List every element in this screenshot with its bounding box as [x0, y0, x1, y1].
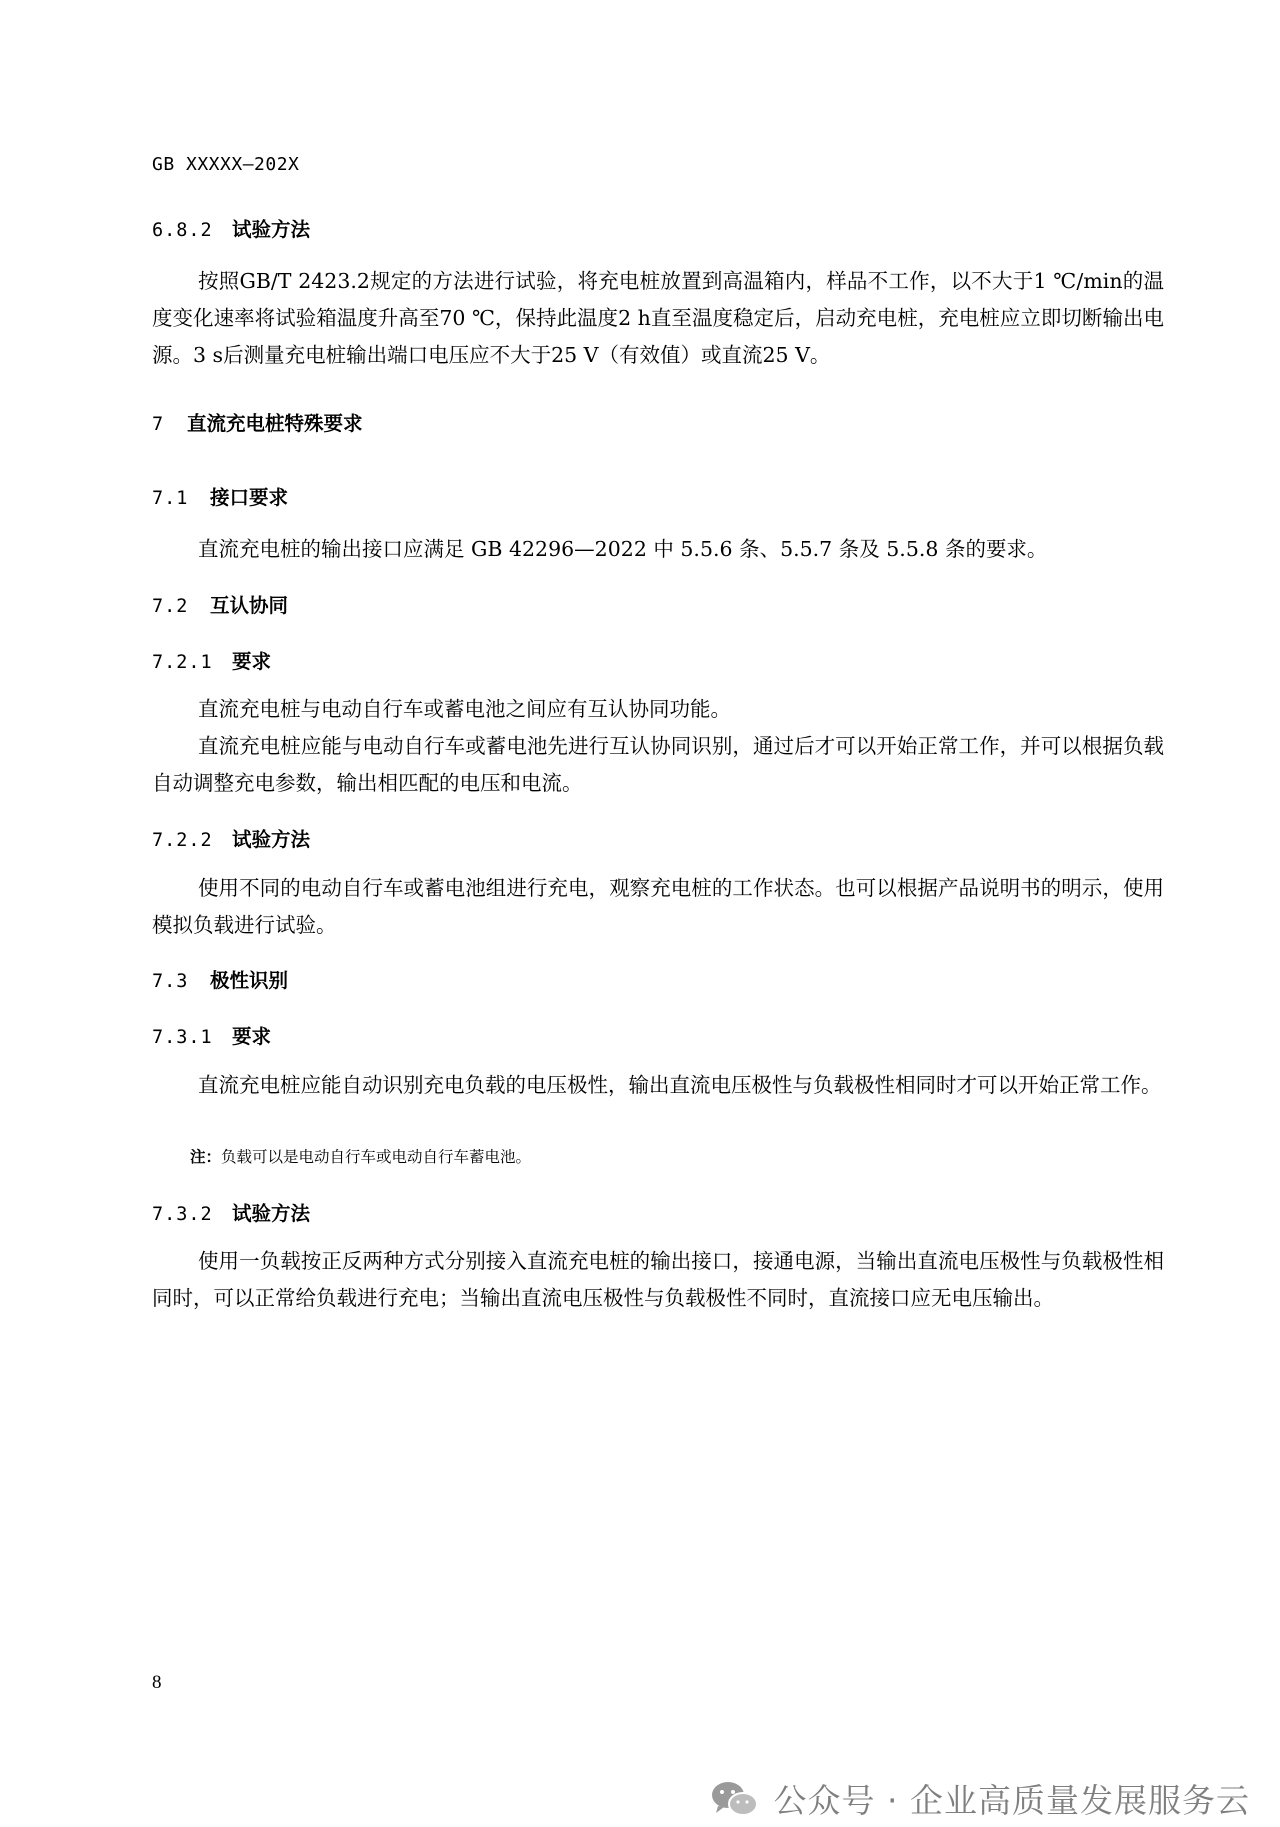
- watermark-text: 公众号 · 企业高质量发展服务云: [773, 1781, 1250, 1820]
- section-heading-7-2: [152, 592, 288, 621]
- section-title: 试验方法: [232, 1202, 311, 1225]
- section-title: 直流充电桩特殊要求: [187, 412, 363, 435]
- section-title: 要求: [232, 1025, 272, 1048]
- standard-number: GB XXXXX—202X: [152, 154, 300, 175]
- section-title: 互认协同: [210, 594, 289, 617]
- section-heading-7-2-1: [152, 648, 271, 677]
- section-heading-7-1: [152, 484, 288, 513]
- paragraph-7-2-1-b: 直流充电桩应能与电动自行车或蓄电池先进行互认协同识别，通过后才可以开始正常工作，并可以根据负载自动调整充电参数，输出相匹配的电压和电流。: [152, 734, 1164, 795]
- section-heading-7-3-1: [152, 1023, 271, 1052]
- section-heading-7-3-2: [152, 1200, 310, 1229]
- wechat-icon: [710, 1779, 760, 1819]
- section-number: 7.3.2: [152, 1204, 213, 1225]
- note-label: 注：: [190, 1148, 222, 1166]
- section-title: 试验方法: [232, 218, 311, 241]
- section-heading-7: [152, 410, 363, 439]
- section-title: 试验方法: [232, 828, 311, 851]
- section-number: 7.1: [152, 488, 189, 509]
- paragraph-7-1: 直流充电桩的输出接口应满足 GB 42296—2022 中 5.5.6 条、5.5.7 条及 5.5.8 条的要求。: [198, 537, 1048, 561]
- paragraph-7-3-1: 直流充电桩应能自动识别充电负载的电压极性，输出直流电压极性与负载极性相同时才可以开始正常工作。: [198, 1073, 1162, 1097]
- section-number: 7.2: [152, 596, 189, 617]
- paragraph-7-2-2: 使用不同的电动自行车或蓄电池组进行充电，观察充电桩的工作状态。也可以根据产品说明书的明示，使用模拟负载进行试验。: [152, 876, 1164, 937]
- section-heading-7-3: [152, 967, 288, 996]
- note: [190, 1145, 531, 1167]
- section-heading-7-2-2: [152, 826, 310, 855]
- section-title: 极性识别: [210, 969, 289, 992]
- note-text: 负载可以是电动自行车或电动自行车蓄电池。: [221, 1148, 532, 1166]
- section-number: 7.3: [152, 971, 189, 992]
- section-title: 接口要求: [210, 486, 289, 509]
- section-title: 要求: [232, 650, 272, 673]
- section-number: 6.8.2: [152, 220, 213, 241]
- section-number: 7: [152, 414, 165, 435]
- paragraph-7-2-1-a: 直流充电桩与电动自行车或蓄电池之间应有互认协同功能。: [198, 697, 731, 721]
- section-heading-6-8-2: [152, 216, 310, 245]
- paragraph-7-3-2: 使用一负载按正反两种方式分别接入直流充电桩的输出接口，接通电源，当输出直流电压极性与负载极性相同时，可以正常给负载进行充电；当输出直流电压极性与负载极性不同时，直流接口应无电压输出。: [152, 1249, 1164, 1310]
- watermark: [710, 1775, 1250, 1822]
- section-number: 7.3.1: [152, 1027, 213, 1048]
- paragraph-6-8-2: 按照GB/T 2423.2规定的方法进行试验，将充电桩放置到高温箱内，样品不工作，以不大于1 ℃/min的温度变化速率将试验箱温度升高至70 ℃，保持此温度2 h直至温度稳定后，启动充电桩，充电桩应立即切断输出电源。3 s后测量充电桩输出端口电压应不大于25 V（有效值）或直流25 V。: [152, 269, 1164, 367]
- section-number: 7.2.2: [152, 830, 213, 851]
- page-number: 8: [152, 1672, 162, 1693]
- section-number: 7.2.1: [152, 652, 213, 673]
